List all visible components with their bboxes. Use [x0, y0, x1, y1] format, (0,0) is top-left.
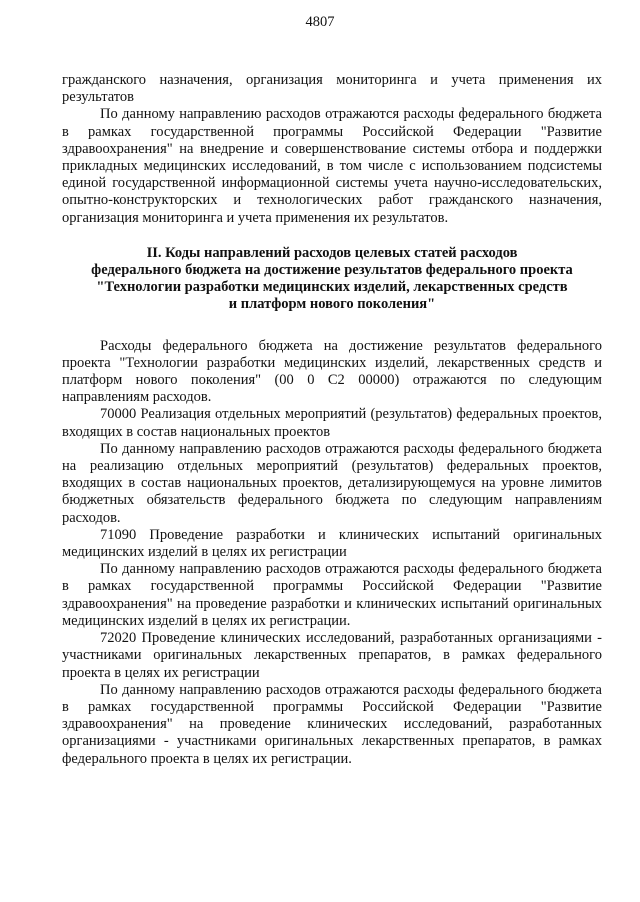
section-heading [62, 245, 602, 314]
paragraph-continuation: гражданского назначения, организация мониторинга и учета применения их результатов [62, 72, 602, 106]
section-heading-line: и платформ нового поколения" [228, 296, 436, 313]
paragraph: Расходы федерального бюджета на достижение результатов федерального проекта "Технологии разработки медицинских изделий, лекарственных средств и платформ нового поколения" (00 0 С2 00000) отражаются по следующим направлениям расходов. [62, 337, 602, 406]
section-heading-line: федерального бюджета на достижение результатов федерального проекта [91, 262, 573, 279]
paragraph: По данному направлению расходов отражаются расходы федерального бюджета в рамках государственной программы Российской Федерации "Развитие здравоохранения" на проведение разработки и клинических испытаний оригинальных медицинских изделий в целях их регистрации. [62, 561, 602, 629]
paragraph: По данному направлению расходов отражаются расходы федерального бюджета в рамках государственной программы Российской Федерации "Развитие здравоохранения" на проведение клинических исследований, разработанных организациями - участниками оригинальных лекарственных препаратов, в рамках федерального проекта в целях их регистрации. [62, 681, 602, 767]
expense-code-title: 72020 Проведение клинических исследований, разработанных организациями - участниками оригинальных лекарственных препаратов, в рамках федерального проекта в целях их регистрации [62, 630, 602, 681]
paragraph: По данному направлению расходов отражаются расходы федерального бюджета на реализацию отдельных мероприятий (результатов) федеральных проектов, входящих в состав национальных проектов, детализирующемуся на уровне лимитов бюджетных обязательств федерального бюджета по следующим направлениям расходов. [62, 440, 602, 526]
page-number: 4807 [305, 14, 335, 30]
paragraph: По данному направлению расходов отражаются расходы федерального бюджета в рамках государственной программы Российской Федерации "Развитие здравоохранения" на внедрение и совершенствование системы отбора и поддержки прикладных медицинских исследований, в том числе с использованием подсистемы единой государственной информационной системы учета научно-исследовательских, опытно-конструкторских и технологических работ гражданского назначения, организация мониторинга и учета применения их результатов. [62, 106, 602, 226]
expense-code-title: 71090 Проведение разработки и клинических испытаний оригинальных медицинских изделий в целях их регистрации [62, 526, 602, 561]
section-heading-line: II. Коды направлений расходов целевых статей расходов [146, 244, 518, 261]
section-heading-line: "Технологии разработки медицинских изделий, лекарственных средств [96, 279, 568, 296]
expense-code-title: 70000 Реализация отдельных мероприятий (результатов) федеральных проектов, входящих в состав национальных проектов [62, 406, 602, 440]
document-body [62, 72, 602, 768]
